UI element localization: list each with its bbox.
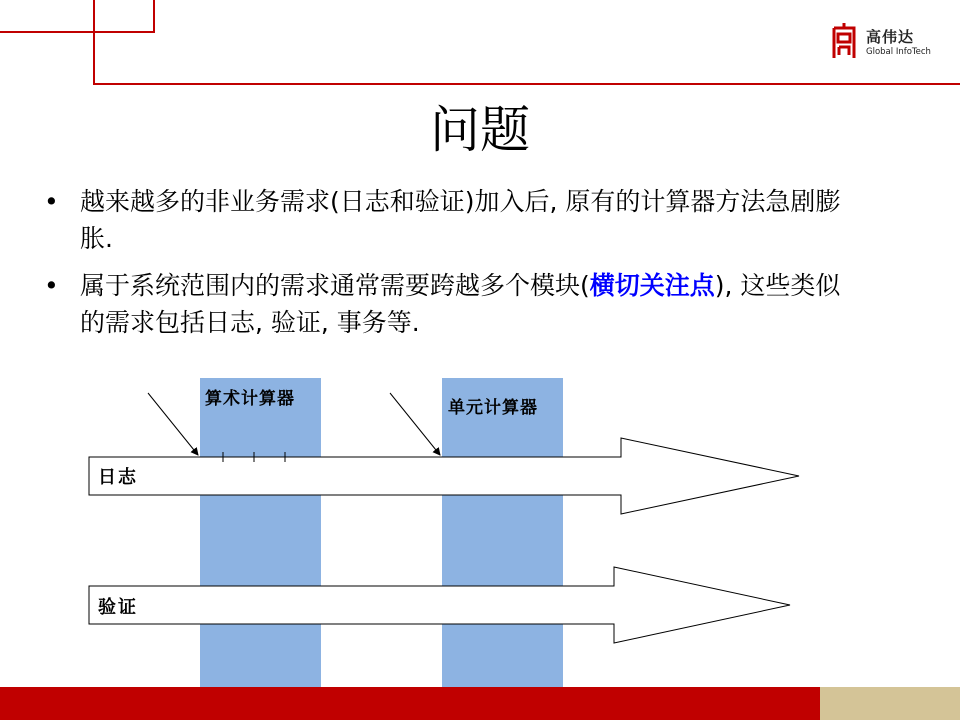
module-label-arithmetic: 算术计算器 — [205, 389, 295, 409]
pointer-arrow-arithmetic — [148, 393, 198, 455]
concern-arrow-validation — [89, 567, 790, 643]
highlight-term: 横切关注点 — [589, 271, 715, 300]
footer-band-red — [0, 687, 820, 720]
slide-title: 问题 — [430, 101, 530, 159]
concern-arrow-logging — [89, 438, 799, 514]
logo-name-en: Global InfoTech — [866, 47, 931, 57]
concern-label-validation: 验证 — [98, 597, 138, 618]
bullet-text: 属于系统范围内的需求通常需要跨越多个模块( — [80, 271, 590, 300]
bullet-text: ), 这些类似的需求包括日志, 验证, 事务等. — [80, 271, 841, 337]
module-label-unit: 单元计算器 — [448, 398, 538, 418]
concern-label-logging: 日志 — [98, 467, 138, 488]
pointer-arrow-unit — [390, 393, 440, 455]
bullet-text: 越来越多的非业务需求(日志和验证)加入后, 原有的计算器方法急剧膨胀. — [80, 187, 841, 253]
bullet-dot-icon: • — [44, 187, 59, 216]
footer-band-tan — [820, 687, 960, 720]
logo-name-cn: 高伟达 — [866, 28, 915, 46]
bullet-dot-icon: • — [44, 271, 59, 300]
